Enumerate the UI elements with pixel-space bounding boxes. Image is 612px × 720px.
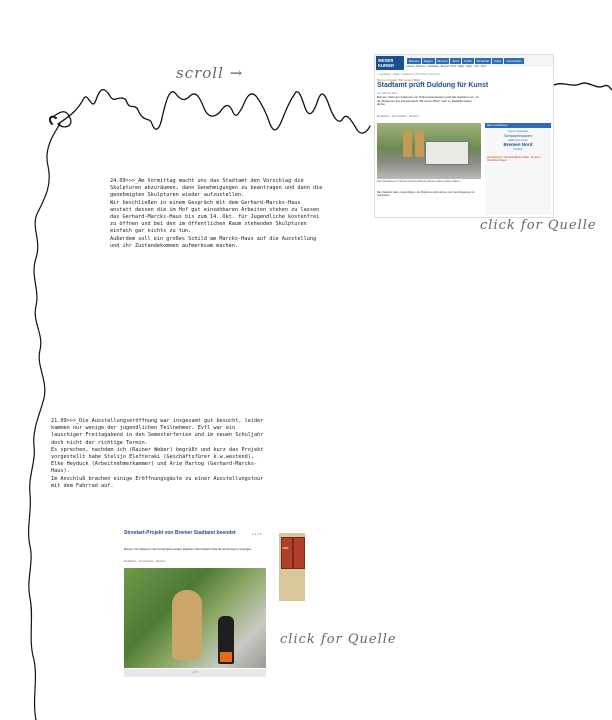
nav-item[interactable]: Region [423,59,433,63]
sculpture-shape [172,590,202,660]
nav-item[interactable]: Bremen [437,59,448,63]
log-entry-0924: 24.09>>>_Am Vormittag macht uns das Stadtamt den Vorschlag die Skulpturen abzuräumen, dann Genehmigungen zu beantragen und dann die genehmigten Skulpturen wieder aufzustellen. Wir beschließen in einem Gespräch mit dem Gerhard-Marcks-Haus anstatt dessen die im Hof gut einsehbaren Arbeiten stehen zu lassen das Gerhard-Marcks-Haus bis zum 14. Okt. für Jugendliche kostenfrei zu öffnen und bei den im öffentlichen Raum stehenden Skulpturen einfach gar nichts zu tun. Außerdem soll ein großes Schild am Marcks-Haus auf die Ausstellung und ihr Zustandekommen aufmerksam machen. [110,178,323,249]
source-link-top[interactable]: click for Quelle [480,218,597,233]
log-entry-0921: 21.09>>>_Die Ausstellungseröffnung war insgesamt gut besucht, leider kammen nur wenige der jugendlichen Teilnehmer. Evtl war ein lauschiger Freitagabend in den Semesterferien und im neuen Schuljahr doch nicht der richtige Termin. Es sprechen, nachdem ich (Rainer Weber) begrüßt und kurz das Projekt vorgestellt habe Stelijo Elefteraki (Geschäftsfürer k.w.westend), Elke Heyduck (Arbeitnehmerkammer) und Arie Hartog (Gerhard-Marcks- Haus). Im Anschluß brachen einige Eröffnungsgäste zu einer Ausstellungstour mit dem Fahrrad auf. [51,418,264,489]
tag-link[interactable]: Walle [508,139,515,142]
tag-cloud [485,128,551,154]
article-toolbar[interactable]: Empfehlen · Kommentare · Drucken [377,115,419,118]
tag-link[interactable]: Horn-Lehe [515,139,528,142]
article-photo [124,568,266,668]
nav-item[interactable]: Bremen [409,59,419,63]
tag-link[interactable]: Lesum [508,130,516,133]
truck-shape [425,141,469,165]
source-link-bottom[interactable]: click for Quelle [280,632,397,647]
article-lead: Bremen. Nach der Äußerung von Ordnungsamtsleitern prüft das Stadtamt nun, ob die Skulpturen des Kunstprojekts "Mit neuem Blick" noch im Stadtbild stehen dürfen. [377,95,479,107]
article-thumbnail-bottom[interactable] [122,528,270,680]
article-byline: Von Michael Klein [377,92,398,95]
nav-item[interactable]: Sport [452,59,460,63]
site-subnav[interactable]: Home · Bremen · Stadtteile · Bremen Nord · Mitte · West · Ost · Süd [407,65,486,68]
article-body: Das Stadtamt hatte vorgeschlagen, die Skulpturen abzuräumen und Genehmigungen zu beantragen. [377,191,475,198]
sculpture-shape [403,131,412,157]
tag-link[interactable]: Schwachhausen [504,134,532,138]
site-nav [407,58,524,64]
share-icons[interactable]: ● ● ● ● [252,532,262,536]
tag-link[interactable]: Findorff [513,148,523,151]
nav-item[interactable]: Vermischtes [506,59,522,63]
sidebar-links[interactable]: Ausstellung im Gerhard-Marcks-Haus · Kunst im öffentlichen Raum [487,156,541,163]
safety-vest-shape [220,652,232,662]
breadcrumb[interactable]: > Stadtteile > Walle > Stadtamt prüft Duldung für Kunst [377,73,441,76]
advertisement-banner[interactable] [279,533,305,601]
article-toolbar[interactable]: Empfehlen · Kommentare · Drucken [124,560,166,563]
nav-item[interactable]: Wirtschaft [476,59,490,63]
sidebar-header: Mehr aus Bremen [485,123,551,128]
nav-item[interactable]: Politik [464,59,472,63]
article-kicker: Bremer Projekt "Mit neuem Blick" [377,78,422,82]
ad-product-shape [293,537,305,569]
ad-label: TWIX [282,547,289,550]
sculpture-shape [415,131,424,157]
photo-caption: Zwei Skulpturen im Hof des Gerhard-Marcks-Hauses sollen stehen bleiben. [377,180,461,183]
article-sidebar [485,123,551,215]
article-headline: Stadtamt prüft Duldung für Kunst [377,82,489,89]
article-lead: Bremen. Die Skulpturen des Kunstprojekts werden abgebaut. Das Stadtamt hatte die Genehmigung verweigert. [124,548,252,551]
article-thumbnail-top[interactable] [374,54,554,218]
article-photo [377,123,481,179]
site-logo[interactable]: WESER KURIER [376,56,404,70]
scroll-hint: scroll → [176,64,244,82]
tag-link[interactable]: Bremen Nord [503,142,533,147]
nav-item[interactable]: Kultur [494,59,502,63]
ad-product-shape [281,537,293,569]
gallery-pager[interactable]: 1 / 3 [124,669,266,677]
article-headline: Streetart-Projekt von Bremer Stadtamt beendet [124,530,236,536]
tag-link[interactable]: Vegesack [516,130,528,133]
